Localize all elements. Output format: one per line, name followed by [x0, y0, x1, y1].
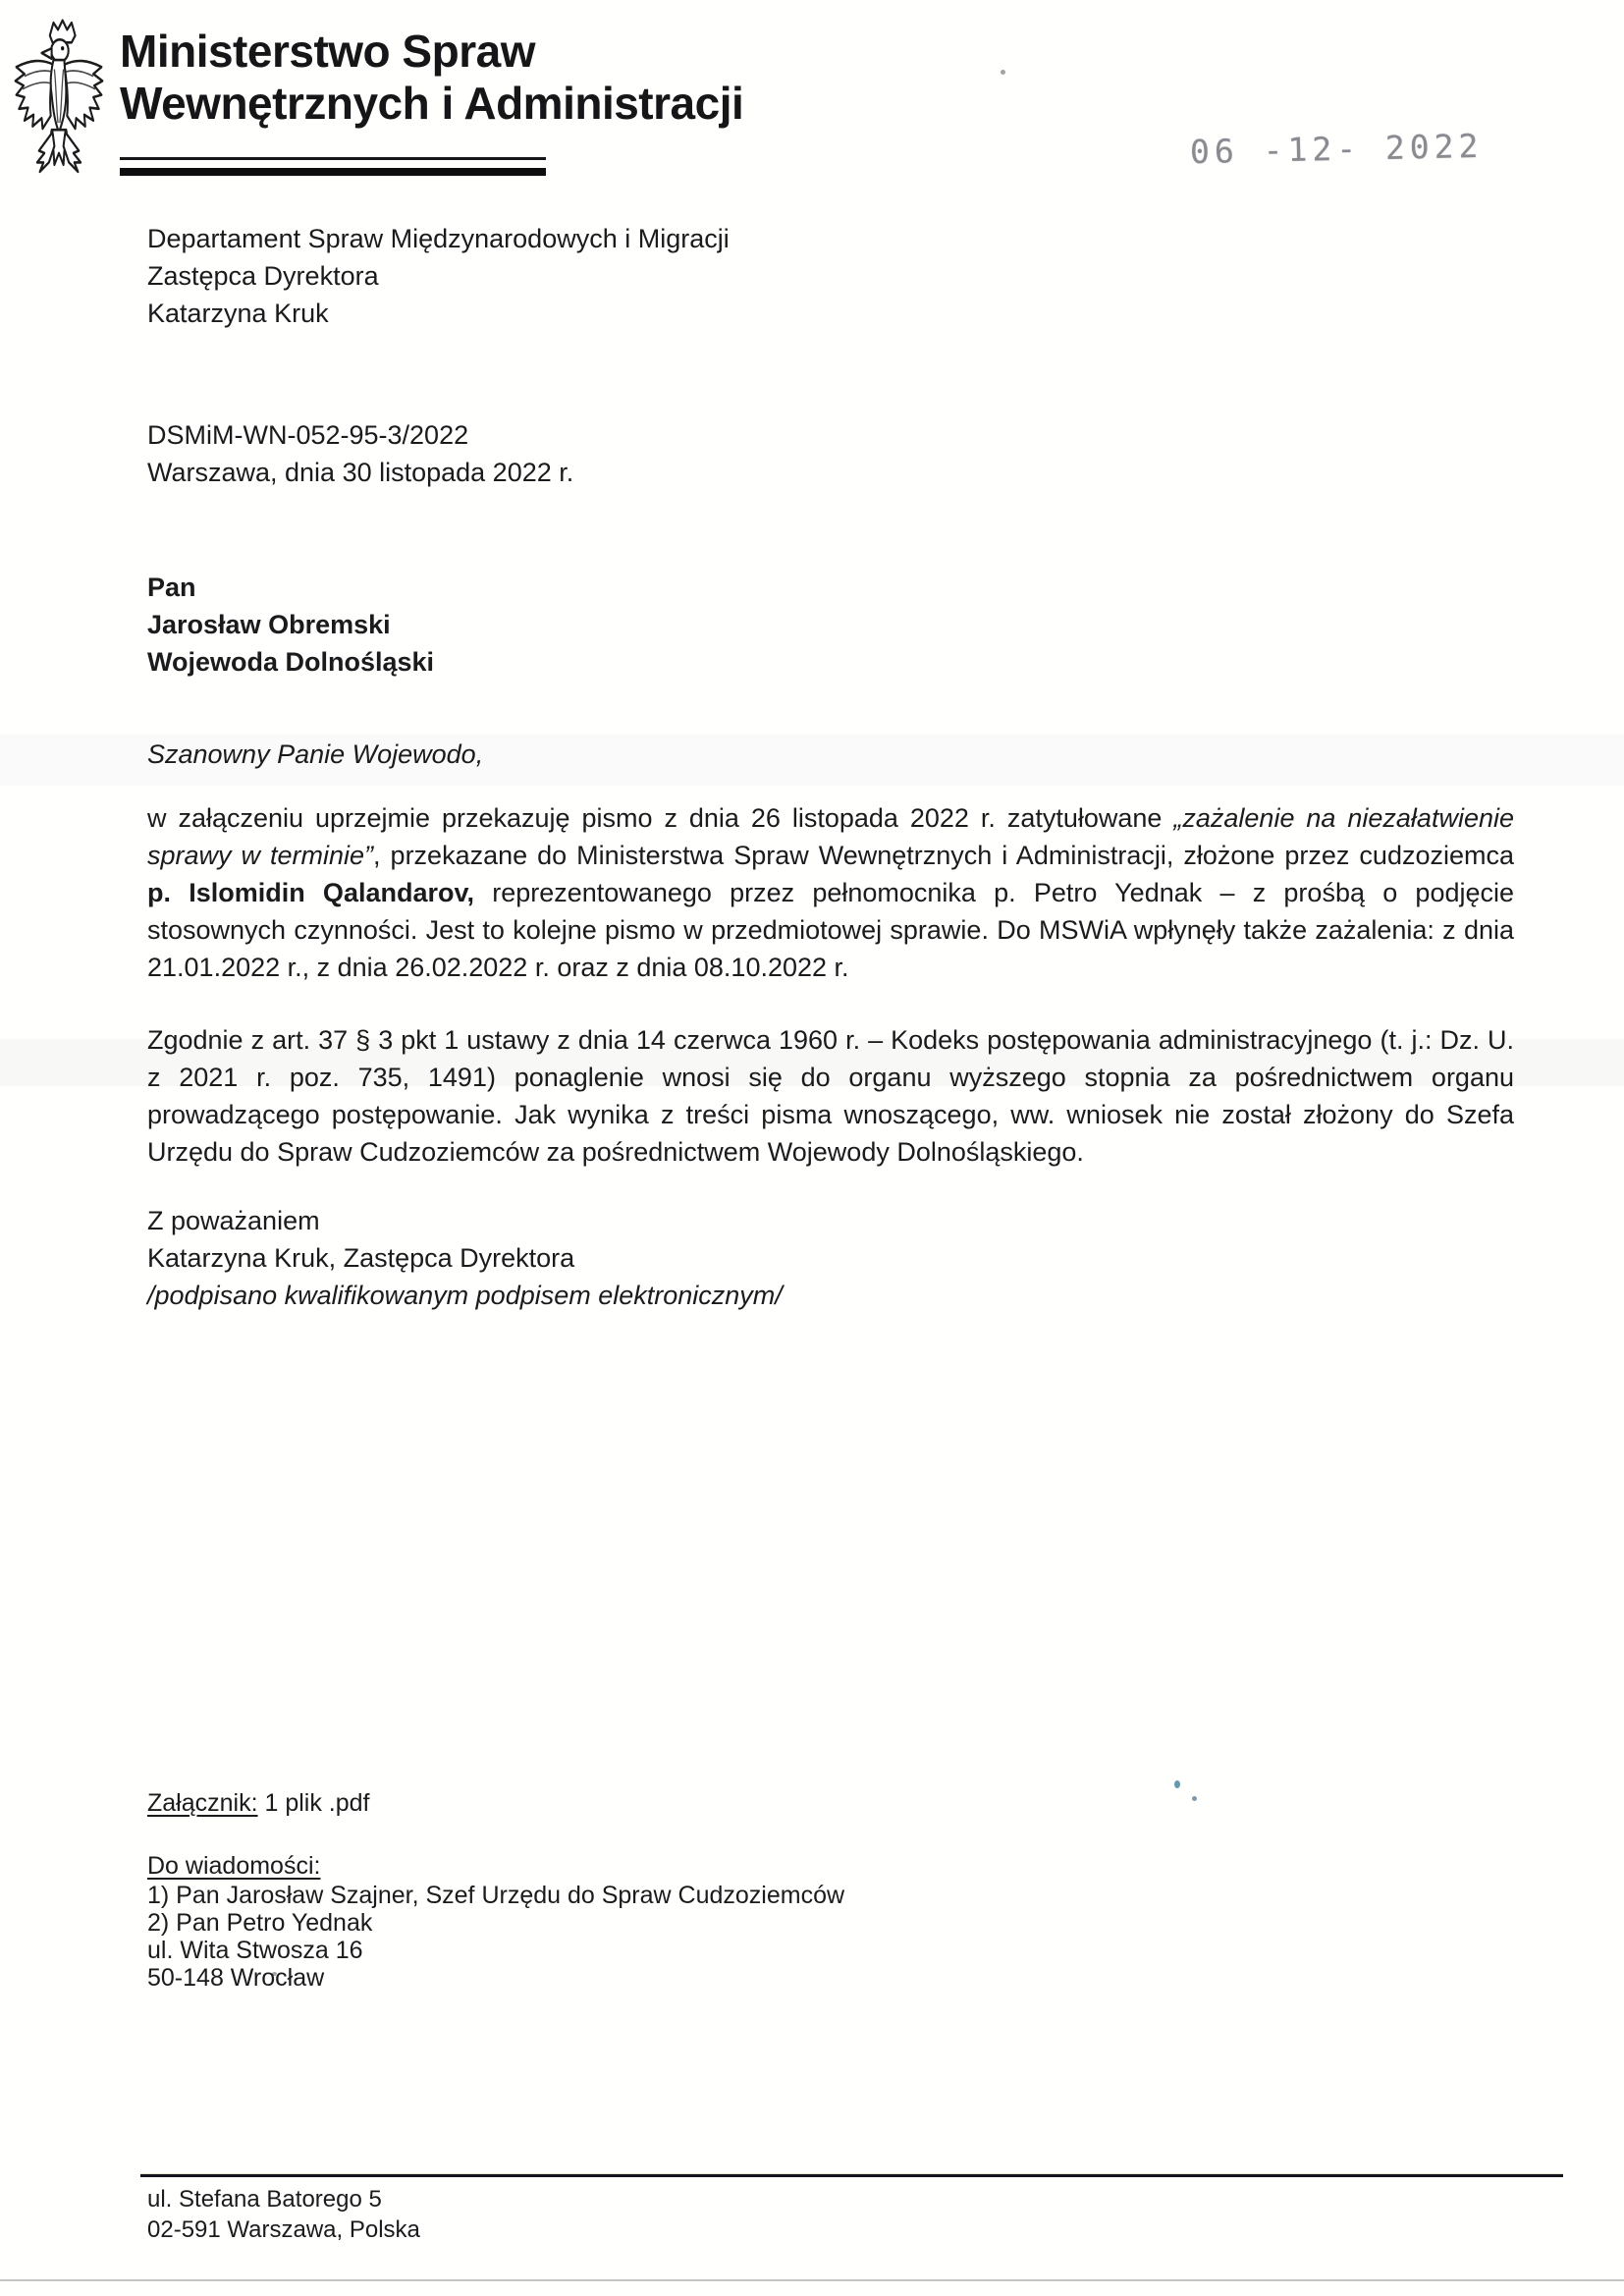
- scan-artifact: [1174, 1780, 1180, 1788]
- text-segment: p. Islomidin Qalandarov,: [147, 878, 474, 907]
- text-segment: , przekazane do Ministerstwa Spraw Wewnętrznych i Administracji, złożone przez cudzoziemca: [373, 841, 1515, 870]
- sender-name: Katarzyna Kruk: [147, 299, 329, 328]
- body-paragraph-2: Zgodnie z art. 37 § 3 pkt 1 ustawy z dnia 14 czerwca 1960 r. – Kodeks postępowania administracyjnego (t. j.: Dz. U. z 2021 r. poz. 735, 1491) ponaglenie wnosi się do organu wyższego stopnia za pośrednictwem organu prowadzącego postępowanie. Jak wynika z treści pisma wnoszącego, ww. wniosek nie został złożony do Szefa Urzędu do Spraw Cudzoziemców za pośrednictwem Wojewody Dolnośląskiego.: [147, 1025, 1514, 1167]
- letterhead-rule-thin: [120, 157, 546, 160]
- ministry-name: [120, 26, 743, 130]
- ministry-name-line1: Ministerstwo Spraw: [120, 26, 535, 77]
- cc-item: ul. Wita Stwosza 16: [147, 1937, 363, 1964]
- sender-department: Departament Spraw Międzynarodowych i Migracji: [147, 224, 730, 253]
- cc-item: 1) Pan Jarosław Szajner, Szef Urzędu do Spraw Cudzoziemców: [147, 1882, 845, 1909]
- recipient-title: Wojewoda Dolnośląski: [147, 647, 435, 677]
- signer-name: Katarzyna Kruk, Zastępca Dyrektora: [147, 1243, 575, 1273]
- place-and-date: Warszawa, dnia 30 listopada 2022 r.: [147, 458, 574, 487]
- cc-block: [147, 1852, 844, 1992]
- body-paragraph-1: [147, 799, 1514, 986]
- recipient-salutation: Pan: [147, 573, 196, 602]
- cc-heading: Do wiadomości:: [147, 1852, 321, 1880]
- footer-rule: [140, 2174, 1563, 2177]
- recipient-name: Jarosław Obremski: [147, 610, 391, 639]
- footer-address: [147, 2184, 420, 2245]
- attachment-line: [147, 1787, 370, 1819]
- ministry-name-line2: Wewnętrznych i Administracji: [120, 78, 744, 129]
- recipient-block: [147, 569, 434, 681]
- attachment-value: 1 plik .pdf: [257, 1789, 370, 1817]
- cc-item: 2) Pan Petro Yednak: [147, 1909, 373, 1937]
- reference-block: [147, 416, 573, 491]
- sender-block: [147, 220, 730, 332]
- cc-item: 50-148 Wrocław: [147, 1964, 325, 1992]
- cc-list: [147, 1882, 844, 1992]
- sender-role: Zastępca Dyrektora: [147, 261, 379, 291]
- scan-artifact: [1001, 70, 1005, 75]
- scan-artifact: [1192, 1796, 1197, 1801]
- text-segment: reprezentowanego przez pełnomocnika p. Petro Yednak – z prośbą o podjęcie stosownych czynności. Jest to kolejne pismo w przedmiotowej sprawie. Do MSWiA wpłynęły także zażalenia: z dnia 21.01.2022 r., z dnia 26.02.2022 r. oraz z dnia 08.10.2022 r.: [147, 878, 1515, 982]
- footer-address-line1: ul. Stefana Batorego 5: [147, 2186, 382, 2213]
- text-segment: w załączeniu uprzejmie przekazuję pismo z dnia 26 listopada 2022 r. zatytułowane: [147, 803, 1174, 833]
- scan-artifact: [0, 2279, 1624, 2281]
- attachment-label: Załącznik:: [147, 1789, 258, 1817]
- electronic-signature-note: /podpisano kwalifikowanym podpisem elektronicznym/: [147, 1281, 783, 1310]
- greeting-line: Szanowny Panie Wojewodo,: [147, 739, 484, 769]
- footer-address-line2: 02-591 Warszawa, Polska: [147, 2216, 420, 2243]
- text-segment: „zażalenie na niezałatwienie sprawy w terminie”: [147, 803, 1514, 870]
- polish-eagle-emblem-icon: [12, 16, 106, 179]
- reference-number: DSMiM-WN-052-95-3/2022: [147, 420, 469, 450]
- valediction: Z poważaniem: [147, 1206, 320, 1235]
- letterhead-rule-thick: [120, 168, 546, 176]
- closing-block: [147, 1202, 783, 1314]
- received-date-stamp: 06 -12- 2022: [1189, 126, 1484, 172]
